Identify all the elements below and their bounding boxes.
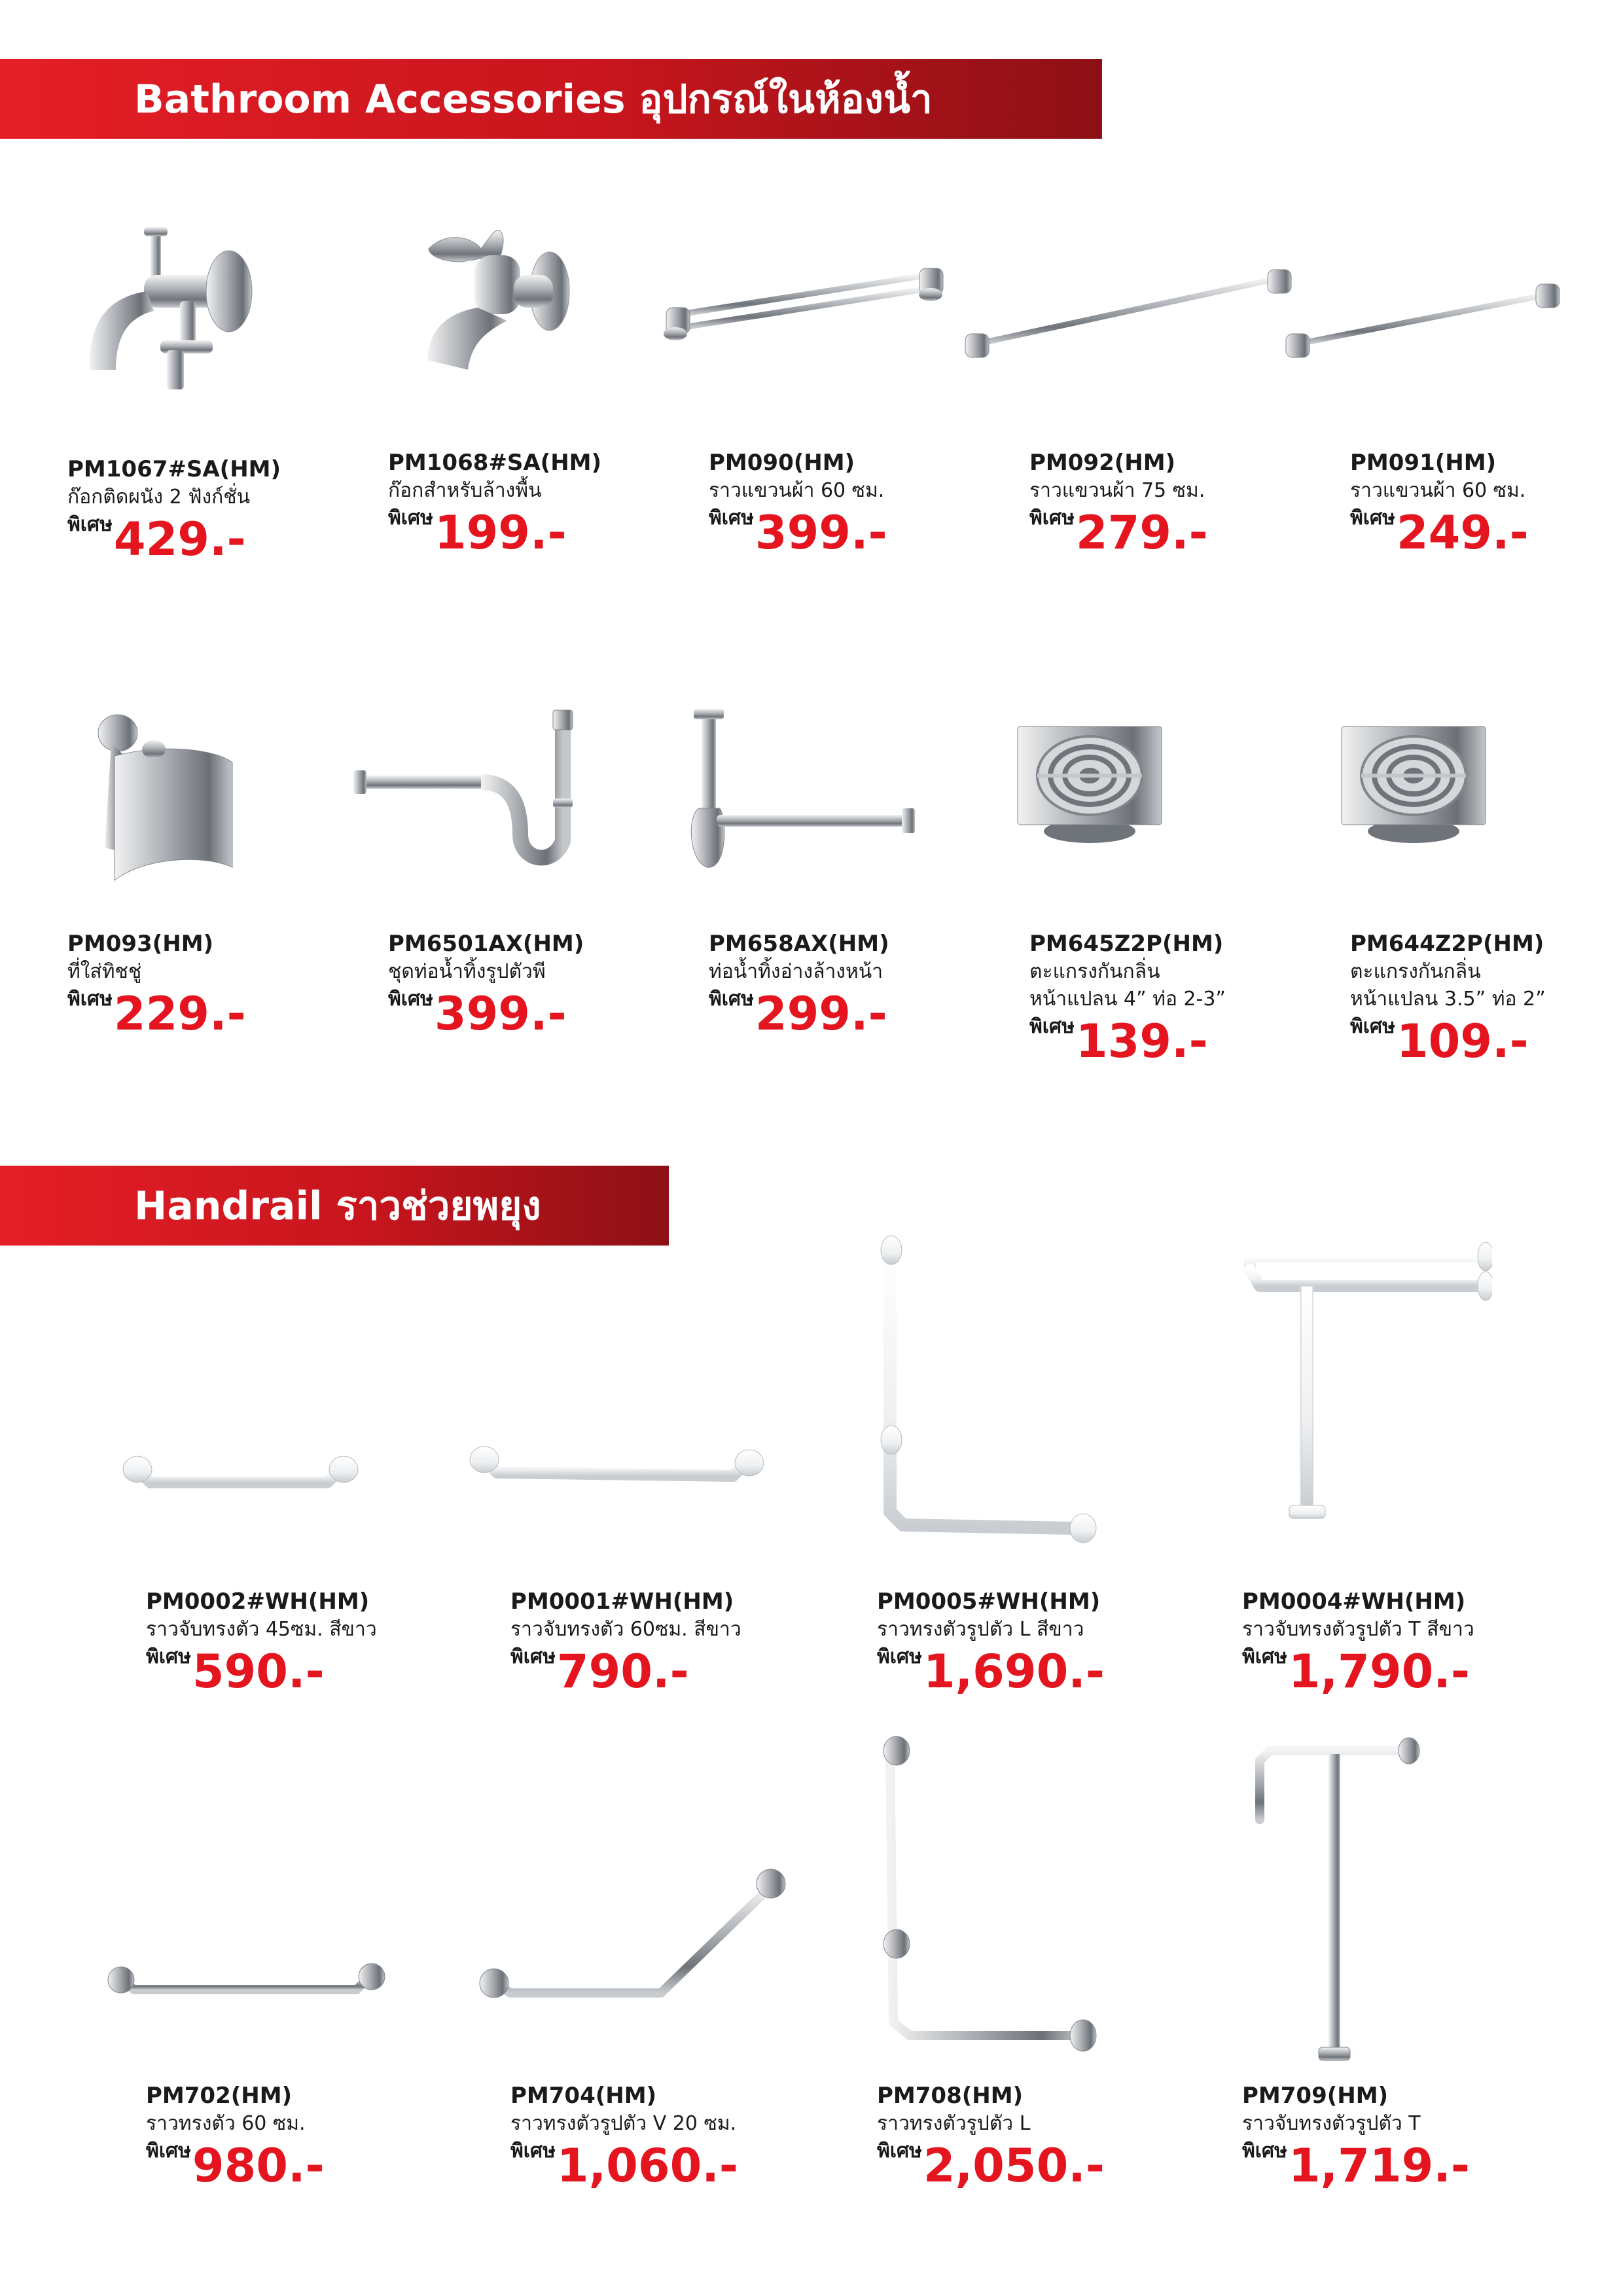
product-code: PM1068#SA(HM) <box>388 450 602 476</box>
double-towel-bar-icon <box>654 255 955 360</box>
price-row <box>877 2139 1165 2193</box>
product-code: PM092(HM) <box>1029 450 1176 476</box>
product-card <box>67 455 355 566</box>
product-code: PM0005#WH(HM) <box>877 1588 1101 1615</box>
product-description: ราวแขวนผ้า 60 ซม. <box>1350 479 1526 502</box>
bottle-trap-icon <box>681 704 929 880</box>
product-description: ชุดท่อน้ำทิ้งรูปตัวพี <box>388 960 546 983</box>
product-code: PM091(HM) <box>1350 450 1497 476</box>
product-price: 399.- <box>434 987 567 1041</box>
steel-l-grab-bar-icon <box>864 1728 1113 2068</box>
price-label: พิเศษ <box>67 988 113 1011</box>
product-card <box>67 929 355 1041</box>
product-code: PM093(HM) <box>67 931 214 957</box>
product-card <box>146 2081 434 2193</box>
product-description: ราวทรงตัวรูปตัว V 20 ซม. <box>510 2112 737 2135</box>
section-title: Bathroom Accessories อุปกรณ์ในห้องน้ำ <box>134 76 933 122</box>
floor-drain-icon <box>1005 720 1168 851</box>
price-row <box>877 1645 1165 1698</box>
product-price: 109.- <box>1396 1014 1529 1068</box>
product-code: PM708(HM) <box>877 2083 1024 2109</box>
price-row <box>1242 1645 1530 1698</box>
steel-grab-bar-icon <box>101 1957 389 2016</box>
price-row <box>1029 506 1317 560</box>
price-label: พิเศษ <box>709 507 754 529</box>
product-price: 429.- <box>113 512 246 566</box>
product-description: ก๊อกติดผนัง 2 ฟังก์ชั่น <box>67 486 251 509</box>
price-label: พิเศษ <box>510 1645 556 1668</box>
product-card <box>1029 448 1317 560</box>
price-row <box>709 506 997 560</box>
price-label: พิเศษ <box>146 1645 191 1668</box>
product-card <box>1350 929 1623 1068</box>
price-row <box>1242 2139 1530 2193</box>
product-price: 249.- <box>1396 506 1529 560</box>
product-price: 1,690.- <box>923 1645 1105 1698</box>
price-row <box>388 987 676 1041</box>
product-price: 1,790.- <box>1288 1645 1470 1698</box>
product-description: ราวแขวนผ้า 75 ซม. <box>1029 479 1205 502</box>
two-way-faucet-icon <box>75 219 265 409</box>
towel-bar-icon <box>952 262 1306 367</box>
product-card <box>709 929 997 1041</box>
steel-t-grab-bar-icon <box>1240 1734 1436 2068</box>
price-label: พิเศษ <box>67 513 113 536</box>
product-code: PM645Z2P(HM) <box>1029 931 1224 957</box>
p-trap-icon <box>344 704 586 874</box>
price-label: พิเศษ <box>1350 507 1395 529</box>
product-price: 229.- <box>113 987 246 1041</box>
product-price: 279.- <box>1075 506 1208 560</box>
towel-bar-icon <box>1273 275 1574 373</box>
white-grab-bar-icon <box>465 1437 772 1496</box>
price-row <box>146 2139 434 2193</box>
section-banner-accessories <box>0 59 1102 139</box>
product-description: ราวจับทรงตัว 45ซม. สีขาว <box>146 1618 377 1641</box>
white-l-grab-bar-icon <box>864 1230 1113 1545</box>
price-label: พิเศษ <box>510 2140 556 2162</box>
product-description: ก๊อกสำหรับล้างพื้น <box>388 479 542 502</box>
product-price: 139.- <box>1075 1014 1208 1068</box>
product-description: ตะแกรงกันกลิ่น <box>1350 960 1481 983</box>
product-card <box>146 1587 434 1698</box>
price-row <box>388 506 676 560</box>
product-card <box>510 2081 798 2193</box>
product-price: 980.- <box>192 2139 325 2193</box>
product-description: ราวแขวนผ้า 60 ซม. <box>709 479 885 502</box>
product-price: 399.- <box>755 506 887 560</box>
product-code: PM702(HM) <box>146 2083 293 2109</box>
toilet-paper-holder-icon <box>85 704 242 887</box>
product-description: ท่อน้ำทิ้งอ่างล้างหน้า <box>709 960 883 983</box>
product-price: 1,719.- <box>1288 2139 1470 2193</box>
white-grab-bar-icon <box>118 1443 366 1502</box>
price-row <box>1350 1014 1623 1068</box>
product-description: ราวจับทรงตัว 60ซม. สีขาว <box>510 1618 741 1641</box>
product-card <box>388 448 676 560</box>
product-code: PM6501AX(HM) <box>388 931 584 957</box>
price-row <box>67 987 355 1041</box>
section-title: Handrail ราวช่วยพยุง <box>134 1183 541 1229</box>
product-description: ราวทรงตัว 60 ซม. <box>146 2112 306 2135</box>
price-label: พิเศษ <box>146 2140 191 2162</box>
product-price: 1,060.- <box>556 2139 738 2193</box>
price-label: พิเศษ <box>709 988 754 1011</box>
price-row <box>510 2139 798 2193</box>
price-row <box>1029 1014 1317 1068</box>
wall-faucet-icon <box>409 209 579 386</box>
product-code: PM1067#SA(HM) <box>67 456 281 482</box>
product-price: 790.- <box>556 1645 689 1698</box>
price-row <box>67 512 355 566</box>
product-card <box>1242 2081 1530 2193</box>
product-card <box>510 1587 798 1698</box>
product-price: 299.- <box>755 987 887 1041</box>
product-code: PM704(HM) <box>510 2083 657 2109</box>
product-code: PM0001#WH(HM) <box>510 1588 734 1615</box>
price-label: พิเศษ <box>1242 1645 1287 1668</box>
product-description: ราวทรงตัวรูปตัว L <box>877 2112 1031 2135</box>
product-card <box>1029 929 1317 1068</box>
product-code: PM658AX(HM) <box>709 931 889 957</box>
product-code: PM709(HM) <box>1242 2083 1389 2109</box>
product-description: ที่ใส่ทิชชู่ <box>67 960 142 983</box>
product-code: PM090(HM) <box>709 450 855 476</box>
product-card <box>877 2081 1165 2193</box>
product-card <box>709 448 997 560</box>
product-description: ราวทรงตัวรูปตัว L สีขาว <box>877 1618 1084 1641</box>
price-label: พิเศษ <box>388 988 433 1011</box>
product-price: 2,050.- <box>923 2139 1105 2193</box>
product-code: PM0004#WH(HM) <box>1242 1588 1466 1615</box>
white-t-grab-bar-icon <box>1230 1230 1492 1532</box>
price-label: พิเศษ <box>1350 1015 1395 1038</box>
product-description: ราวจับทรงตัวรูปตัว T <box>1242 2112 1421 2135</box>
price-label: พิเศษ <box>1029 507 1075 529</box>
product-description: ราวจับทรงตัวรูปตัว T สีขาว <box>1242 1618 1474 1641</box>
price-row <box>146 1645 434 1698</box>
price-label: พิเศษ <box>877 2140 922 2162</box>
price-row <box>709 987 997 1041</box>
price-label: พิเศษ <box>388 507 433 529</box>
product-price: 199.- <box>434 506 567 560</box>
price-label: พิเศษ <box>1242 2140 1287 2162</box>
price-row <box>1350 506 1623 560</box>
floor-drain-icon <box>1329 720 1492 851</box>
product-description: หน้าแปลน 4” ท่อ 2-3” <box>1029 988 1226 1011</box>
steel-v-grab-bar-icon <box>471 1859 798 2016</box>
price-row <box>510 1645 798 1698</box>
section-banner-handrail <box>0 1166 669 1246</box>
product-card <box>1242 1587 1530 1698</box>
product-code: PM0002#WH(HM) <box>146 1588 370 1615</box>
product-card <box>388 929 676 1041</box>
product-code: PM644Z2P(HM) <box>1350 931 1544 957</box>
price-label: พิเศษ <box>1029 1015 1075 1038</box>
product-price: 590.- <box>192 1645 325 1698</box>
product-description: หน้าแปลน 3.5” ท่อ 2” <box>1350 988 1546 1011</box>
price-label: พิเศษ <box>877 1645 922 1668</box>
product-card <box>877 1587 1165 1698</box>
product-card <box>1350 448 1623 560</box>
product-description: ตะแกรงกันกลิ่น <box>1029 960 1160 983</box>
